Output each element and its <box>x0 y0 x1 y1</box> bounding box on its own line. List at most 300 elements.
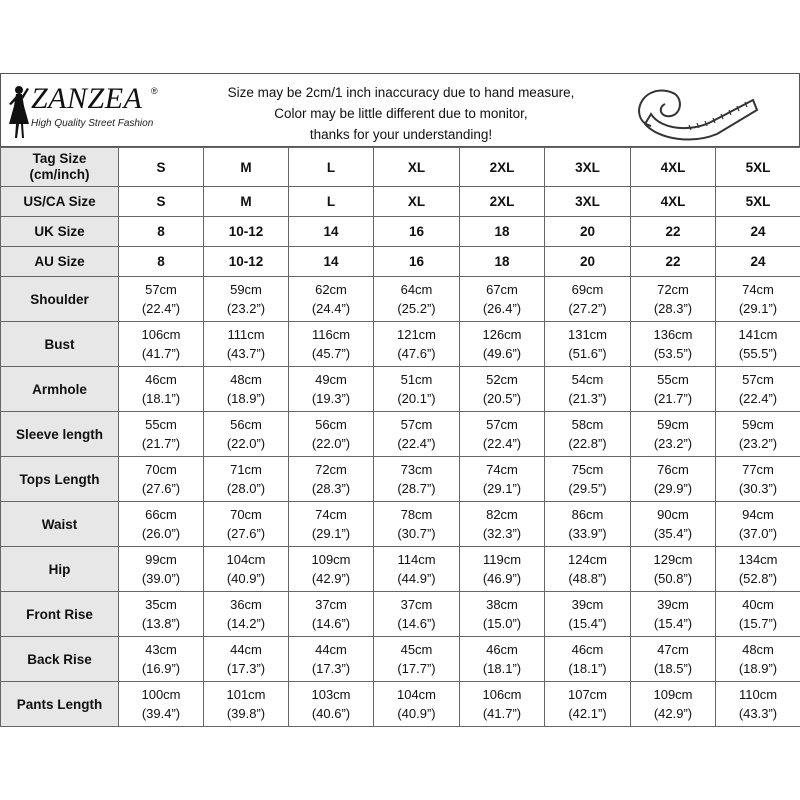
cm-value: 59cm <box>230 282 262 297</box>
cm-value: 74cm <box>315 507 347 522</box>
measurement-cell <box>460 547 545 592</box>
inch-value: (21.7”) <box>141 436 181 451</box>
cm-value: 59cm <box>742 417 774 432</box>
inch-value: (28.7”) <box>397 481 436 496</box>
cm-value: 75cm <box>571 462 604 477</box>
cm-value: 72cm <box>315 462 347 477</box>
size-cell: XL <box>374 148 460 187</box>
measurement-cell <box>545 322 631 367</box>
measurement-cell <box>204 457 289 502</box>
inch-value: (30.7”) <box>397 526 436 541</box>
measurement-cell <box>716 682 800 727</box>
inch-value: (17.3”) <box>226 661 266 676</box>
inch-value: (22.0”) <box>311 436 351 451</box>
size-cell: XL <box>374 187 460 217</box>
measurement-cell <box>289 322 374 367</box>
cm-value: 58cm <box>571 417 604 432</box>
inch-value: (14.2”) <box>226 616 266 631</box>
size-rows <box>1 148 800 277</box>
inch-value: (29.1”) <box>482 481 522 496</box>
inch-value: (40.9”) <box>397 706 436 721</box>
measurement-cell <box>119 547 204 592</box>
inch-value: (42.9”) <box>311 571 351 586</box>
measurement-label: Pants Length <box>1 682 119 727</box>
table-row <box>1 592 800 637</box>
measurement-cell <box>204 367 289 412</box>
inch-value: (28.3”) <box>311 481 351 496</box>
measurement-cell <box>289 277 374 322</box>
inch-value: (18.1”) <box>568 661 607 676</box>
cm-value: 72cm <box>657 282 689 297</box>
measurement-cell <box>460 322 545 367</box>
inch-value: (22.4”) <box>482 436 522 451</box>
measurement-cell <box>119 502 204 547</box>
measurement-cell <box>716 547 800 592</box>
measurement-cell <box>204 682 289 727</box>
measurement-cell <box>545 547 631 592</box>
measurement-cell <box>119 682 204 727</box>
cm-value: 141cm <box>738 327 778 342</box>
cm-value: 48cm <box>230 372 262 387</box>
measurement-cell <box>204 277 289 322</box>
inch-value: (32.3”) <box>482 526 522 541</box>
size-cell: M <box>204 148 289 187</box>
table-row <box>1 367 800 412</box>
cm-value: 116cm <box>311 327 351 342</box>
inch-value: (27.6”) <box>141 481 181 496</box>
inch-value: (26.4”) <box>482 301 522 316</box>
table-row <box>1 502 800 547</box>
cm-value: 136cm <box>653 327 693 342</box>
cm-value: 121cm <box>396 327 437 342</box>
measurement-notice <box>191 82 611 145</box>
cm-value: 111cm <box>227 327 265 342</box>
cm-value: 82cm <box>486 507 518 522</box>
inch-value: (18.5”) <box>653 661 693 676</box>
inch-value: (48.8”) <box>568 571 607 586</box>
cm-value: 35cm <box>145 597 177 612</box>
measurement-cell <box>289 502 374 547</box>
measurement-label: Tops Length <box>1 457 119 502</box>
measurement-cell <box>204 547 289 592</box>
measurement-cell <box>119 412 204 457</box>
inch-value: (27.6”) <box>226 526 266 541</box>
table-row <box>1 187 800 217</box>
measurement-cell <box>289 547 374 592</box>
measurement-cell <box>204 412 289 457</box>
size-cell: 24 <box>716 247 800 277</box>
measurement-cell <box>460 367 545 412</box>
measurement-cell <box>716 322 800 367</box>
measurement-cell <box>716 367 800 412</box>
cm-value: 39cm <box>657 597 689 612</box>
row-label: UK Size <box>1 217 119 247</box>
inch-value: (16.9”) <box>141 661 181 676</box>
measurement-cell <box>460 502 545 547</box>
cm-value: 55cm <box>145 417 177 432</box>
cm-value: 38cm <box>486 597 518 612</box>
notice-line: thanks for your understanding! <box>309 127 493 142</box>
cm-value: 64cm <box>400 282 433 297</box>
measurement-cell <box>119 367 204 412</box>
measurement-cell <box>631 457 716 502</box>
size-cell: 16 <box>374 247 460 277</box>
measurement-cell <box>119 322 204 367</box>
inch-value: (23.2”) <box>226 301 266 316</box>
size-cell: 22 <box>631 247 716 277</box>
measurement-cell <box>374 277 460 322</box>
size-cell: L <box>289 187 374 217</box>
notice-line: Color may be little different due to monitor, <box>274 106 528 121</box>
inch-value: (28.3”) <box>653 301 693 316</box>
measurement-cell <box>374 322 460 367</box>
cm-value: 37cm <box>315 597 347 612</box>
cm-value: 46cm <box>571 642 604 657</box>
cm-value: 47cm <box>657 642 689 657</box>
cm-value: 71cm <box>230 462 262 477</box>
inch-value: (23.2”) <box>738 436 778 451</box>
header-banner <box>0 73 800 147</box>
size-cell: 3XL <box>545 187 631 217</box>
cm-value: 45cm <box>400 642 433 657</box>
measurement-cell <box>460 277 545 322</box>
table-row <box>1 457 800 502</box>
cm-value: 134cm <box>738 552 778 567</box>
measurement-cell <box>374 547 460 592</box>
measurement-cell <box>631 502 716 547</box>
cm-value: 77cm <box>742 462 774 477</box>
inch-value: (42.9”) <box>653 706 693 721</box>
cm-value: 67cm <box>486 282 518 297</box>
measurement-cell <box>545 592 631 637</box>
cm-value: 101cm <box>226 687 266 702</box>
inch-value: (24.4”) <box>311 301 351 316</box>
measurement-cell <box>545 277 631 322</box>
inch-value: (39.4”) <box>141 706 181 721</box>
inch-value: (22.0”) <box>226 436 266 451</box>
cm-value: 44cm <box>315 642 347 657</box>
measurement-label: Hip <box>1 547 119 592</box>
cm-value: 55cm <box>657 372 689 387</box>
inch-value: (25.2”) <box>397 301 436 316</box>
size-cell: 14 <box>289 217 374 247</box>
measurement-cell <box>545 502 631 547</box>
cm-value: 104cm <box>226 552 266 567</box>
measurement-cell <box>631 277 716 322</box>
cm-value: 109cm <box>311 552 351 567</box>
size-cell: 10-12 <box>204 217 289 247</box>
size-cell: 5XL <box>716 187 800 217</box>
cm-value: 110cm <box>738 687 778 702</box>
cm-value: 131cm <box>567 327 608 342</box>
size-cell: 18 <box>460 217 545 247</box>
measurement-cell <box>289 457 374 502</box>
measurement-cell <box>119 277 204 322</box>
measurement-cell <box>289 637 374 682</box>
inch-value: (26.0”) <box>141 526 181 541</box>
inch-value: (20.1”) <box>397 391 436 406</box>
inch-value: (51.6”) <box>568 346 607 361</box>
inch-value: (42.1”) <box>568 706 607 721</box>
cm-value: 66cm <box>145 507 177 522</box>
size-cell: S <box>119 187 204 217</box>
inch-value: (29.9”) <box>653 481 693 496</box>
row-label-line: Tag Size <box>32 151 87 166</box>
inch-value: (55.5”) <box>738 346 778 361</box>
cm-value: 74cm <box>742 282 774 297</box>
inch-value: (37.0”) <box>738 526 778 541</box>
size-cell: 20 <box>545 247 631 277</box>
inch-value: (41.7”) <box>141 346 181 361</box>
measurement-cell <box>289 412 374 457</box>
cm-value: 119cm <box>482 552 522 567</box>
inch-value: (40.6”) <box>311 706 351 721</box>
inch-value: (14.6”) <box>397 616 436 631</box>
size-cell: 3XL <box>545 148 631 187</box>
size-cell: 14 <box>289 247 374 277</box>
measurement-label: Back Rise <box>1 637 119 682</box>
size-cell: 8 <box>119 217 204 247</box>
measurement-cell <box>545 412 631 457</box>
inch-value: (41.7”) <box>482 706 522 721</box>
size-cell: M <box>204 187 289 217</box>
fashion-figure-icon <box>5 84 31 140</box>
inch-value: (45.7”) <box>311 346 351 361</box>
size-cell: 10-12 <box>204 247 289 277</box>
cm-value: 70cm <box>230 507 262 522</box>
inch-value: (29.1”) <box>311 526 351 541</box>
table-row <box>1 547 800 592</box>
inch-value: (46.9”) <box>482 571 522 586</box>
size-cell: 2XL <box>460 187 545 217</box>
inch-value: (13.8”) <box>141 616 181 631</box>
measurement-cell <box>374 682 460 727</box>
inch-value: (44.9”) <box>397 571 436 586</box>
size-cell: S <box>119 148 204 187</box>
cm-value: 90cm <box>657 507 689 522</box>
size-cell: 4XL <box>631 187 716 217</box>
cm-value: 51cm <box>400 372 433 387</box>
measurement-cell <box>374 502 460 547</box>
cm-value: 39cm <box>571 597 604 612</box>
inch-value: (22.4”) <box>141 301 181 316</box>
cm-value: 129cm <box>653 552 693 567</box>
inch-value: (29.1”) <box>738 301 778 316</box>
measurement-cell <box>716 592 800 637</box>
inch-value: (49.6”) <box>482 346 522 361</box>
table-row <box>1 322 800 367</box>
cm-value: 62cm <box>315 282 347 297</box>
registered-mark: ® <box>151 86 158 96</box>
brand-name: ZANZEA <box>31 82 143 115</box>
measurement-cell <box>289 682 374 727</box>
brand-tagline: High Quality Street Fashion <box>31 118 154 129</box>
measurement-cell <box>545 367 631 412</box>
measurement-label: Shoulder <box>1 277 119 322</box>
inch-value: (47.6”) <box>397 346 436 361</box>
row-label: AU Size <box>1 247 119 277</box>
measurement-cell <box>289 367 374 412</box>
measurement-label: Front Rise <box>1 592 119 637</box>
size-cell: 2XL <box>460 148 545 187</box>
cm-value: 46cm <box>145 372 177 387</box>
table-row <box>1 637 800 682</box>
inch-value: (17.3”) <box>311 661 351 676</box>
size-cell: 16 <box>374 217 460 247</box>
inch-value: (35.4”) <box>653 526 693 541</box>
table-row <box>1 217 800 247</box>
cm-value: 74cm <box>486 462 518 477</box>
measurement-label: Armhole <box>1 367 119 412</box>
inch-value: (22.8”) <box>568 436 607 451</box>
measurement-cell <box>374 367 460 412</box>
table-row <box>1 682 800 727</box>
size-cell: 20 <box>545 217 631 247</box>
cm-value: 126cm <box>482 327 522 342</box>
measurement-label: Waist <box>1 502 119 547</box>
inch-value: (39.0”) <box>141 571 181 586</box>
cm-value: 103cm <box>311 687 351 702</box>
measurement-cell <box>460 457 545 502</box>
cm-value: 107cm <box>567 687 608 702</box>
inch-value: (21.7”) <box>653 391 693 406</box>
cm-value: 57cm <box>742 372 774 387</box>
inch-value: (19.3”) <box>311 391 351 406</box>
inch-value: (15.4”) <box>653 616 693 631</box>
measurement-cell <box>716 637 800 682</box>
measurement-label: Bust <box>1 322 119 367</box>
measurement-cell <box>204 592 289 637</box>
measurement-cell <box>631 682 716 727</box>
measurement-cell <box>460 592 545 637</box>
inch-value: (22.4”) <box>397 436 436 451</box>
measurement-cell <box>374 412 460 457</box>
cm-value: 59cm <box>657 417 689 432</box>
cm-value: 57cm <box>400 417 433 432</box>
inch-value: (43.3”) <box>738 706 778 721</box>
measurement-cell <box>631 412 716 457</box>
cm-value: 56cm <box>230 417 262 432</box>
inch-value: (18.1”) <box>141 391 181 406</box>
measurement-cell <box>289 592 374 637</box>
inch-value: (28.0”) <box>226 481 266 496</box>
cm-value: 54cm <box>571 372 604 387</box>
inch-value: (40.9”) <box>226 571 266 586</box>
cm-value: 36cm <box>230 597 262 612</box>
cm-value: 43cm <box>145 642 177 657</box>
cm-value: 100cm <box>141 687 181 702</box>
cm-value: 56cm <box>315 417 347 432</box>
inch-value: (21.3”) <box>568 391 607 406</box>
cm-value: 106cm <box>141 327 181 342</box>
size-cell: 18 <box>460 247 545 277</box>
size-table <box>0 147 800 727</box>
table-row <box>1 148 800 187</box>
measurement-label: Sleeve length <box>1 412 119 457</box>
cm-value: 69cm <box>571 282 604 297</box>
measurement-cell <box>204 502 289 547</box>
measurement-cell <box>716 502 800 547</box>
row-label <box>1 148 119 187</box>
measurement-cell <box>631 547 716 592</box>
inch-value: (50.8”) <box>653 571 693 586</box>
cm-value: 48cm <box>742 642 774 657</box>
row-label: US/CA Size <box>1 187 119 217</box>
inch-value: (30.3”) <box>738 481 778 496</box>
cm-value: 86cm <box>571 507 604 522</box>
table-row <box>1 412 800 457</box>
measurement-cell <box>631 637 716 682</box>
measurement-cell <box>631 367 716 412</box>
size-cell: L <box>289 148 374 187</box>
cm-value: 106cm <box>482 687 522 702</box>
measurement-cell <box>716 457 800 502</box>
cm-value: 46cm <box>486 642 518 657</box>
table-row <box>1 247 800 277</box>
cm-value: 124cm <box>567 552 608 567</box>
inch-value: (14.6”) <box>311 616 351 631</box>
cm-value: 40cm <box>742 597 774 612</box>
size-cell: 8 <box>119 247 204 277</box>
inch-value: (18.9”) <box>226 391 266 406</box>
brand-logo <box>5 82 170 140</box>
cm-value: 109cm <box>653 687 693 702</box>
cm-value: 78cm <box>400 507 433 522</box>
cm-value: 104cm <box>396 687 437 702</box>
measurement-cell <box>631 592 716 637</box>
size-chart-sheet <box>0 73 800 727</box>
measurement-cell <box>460 637 545 682</box>
measurement-cell <box>545 637 631 682</box>
measurement-rows <box>1 277 800 727</box>
cm-value: 44cm <box>230 642 262 657</box>
inch-value: (29.5”) <box>568 481 607 496</box>
cm-value: 114cm <box>397 552 436 567</box>
inch-value: (18.1”) <box>482 661 522 676</box>
inch-value: (15.4”) <box>568 616 607 631</box>
measurement-cell <box>545 682 631 727</box>
inch-value: (15.0”) <box>482 616 522 631</box>
size-cell: 4XL <box>631 148 716 187</box>
inch-value: (33.9”) <box>568 526 607 541</box>
size-cell: 5XL <box>716 148 800 187</box>
table-row <box>1 277 800 322</box>
cm-value: 52cm <box>486 372 518 387</box>
inch-value: (18.9”) <box>738 661 778 676</box>
inch-value: (43.7”) <box>226 346 266 361</box>
cm-value: 94cm <box>742 507 774 522</box>
measurement-cell <box>119 592 204 637</box>
inch-value: (22.4”) <box>738 391 778 406</box>
measurement-cell <box>119 457 204 502</box>
cm-value: 70cm <box>145 462 177 477</box>
cm-value: 73cm <box>400 462 433 477</box>
measurement-cell <box>374 592 460 637</box>
measurement-cell <box>545 457 631 502</box>
cm-value: 57cm <box>145 282 177 297</box>
inch-value: (52.8”) <box>738 571 778 586</box>
measurement-cell <box>460 682 545 727</box>
measurement-cell <box>460 412 545 457</box>
measurement-cell <box>716 412 800 457</box>
cm-value: 49cm <box>315 372 347 387</box>
measuring-tape-icon <box>631 80 761 142</box>
cm-value: 99cm <box>145 552 177 567</box>
measurement-cell <box>716 277 800 322</box>
inch-value: (27.2”) <box>568 301 607 316</box>
measurement-cell <box>204 322 289 367</box>
measurement-cell <box>631 322 716 367</box>
